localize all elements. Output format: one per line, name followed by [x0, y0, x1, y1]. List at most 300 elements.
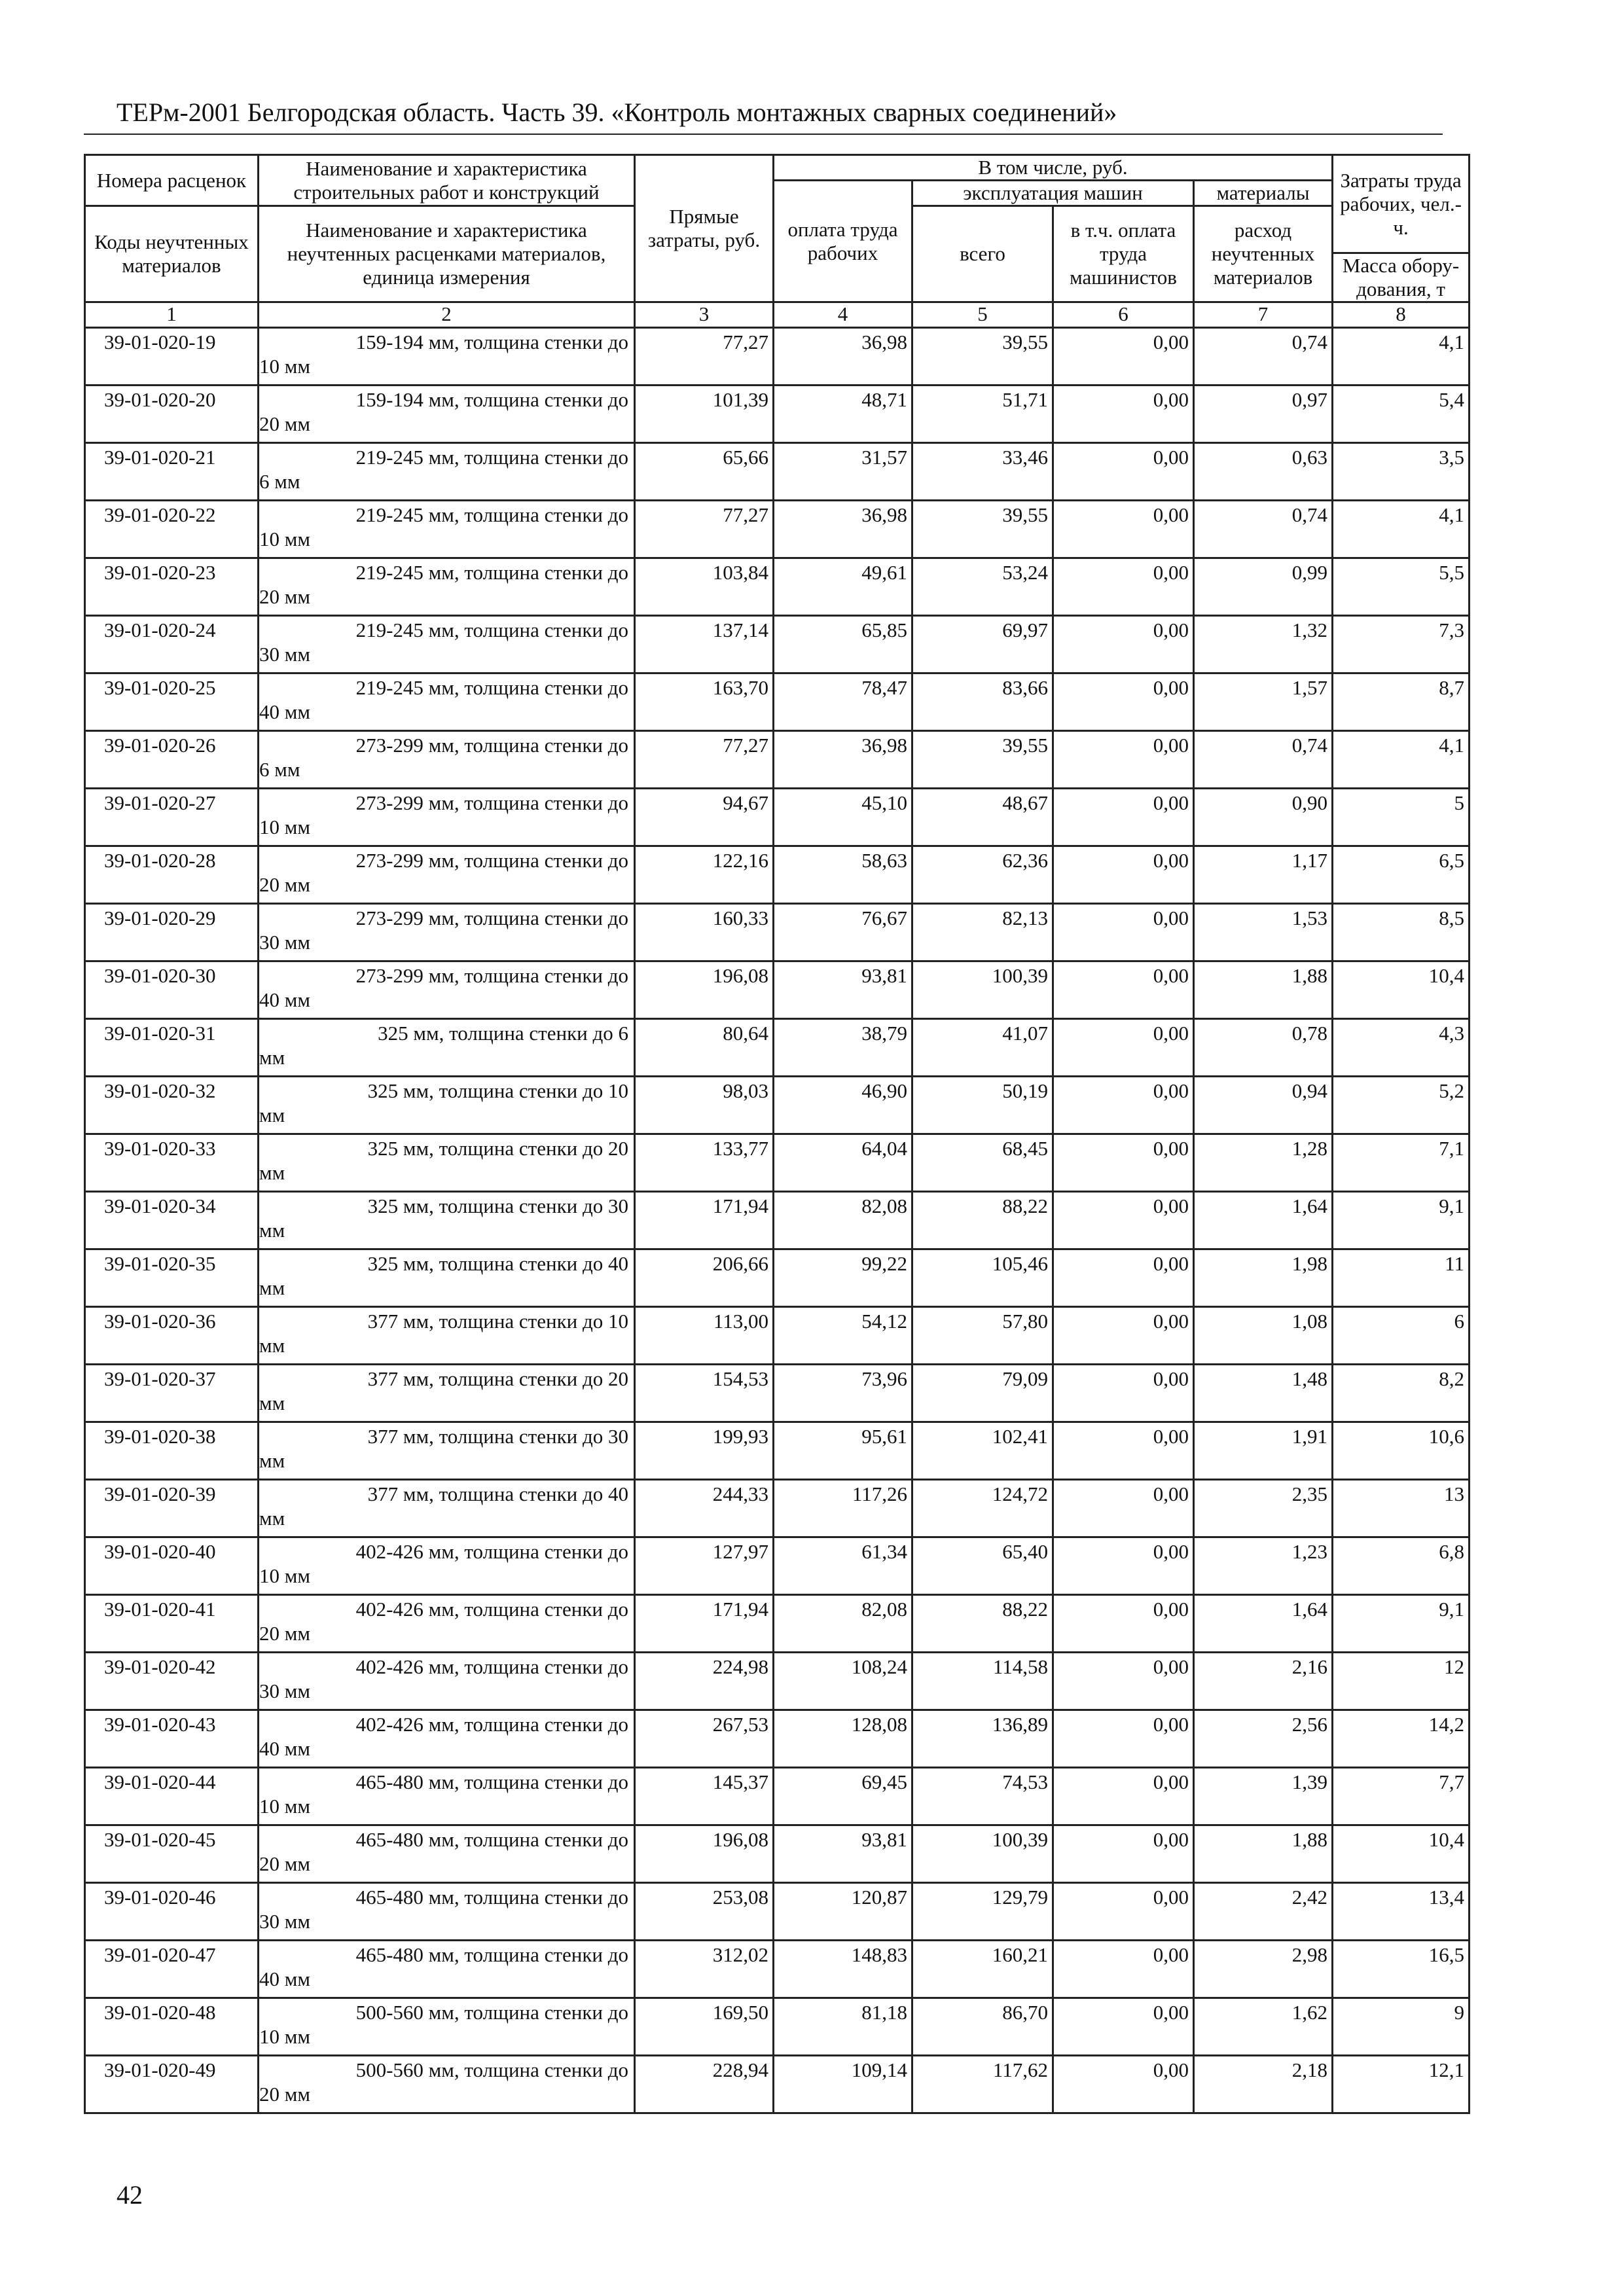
work-name-cell [259, 846, 635, 904]
rate-code: 39-01-020-36 [85, 1307, 259, 1365]
operator-pay: 0,00 [1053, 1653, 1194, 1710]
table-row [85, 789, 1470, 846]
work-name-cell [259, 1077, 635, 1134]
labor-pay: 82,08 [774, 1595, 912, 1653]
table-row [85, 1249, 1470, 1307]
machines-total: 39,55 [912, 731, 1053, 789]
table-row [85, 1941, 1470, 1998]
labor-hours: 13,4 [1333, 1883, 1470, 1941]
labor-hours: 5,5 [1333, 558, 1470, 616]
direct-costs: 101,39 [635, 386, 774, 443]
work-name-line1: 402-426 мм, толщина стенки до [355, 1655, 628, 1678]
labor-pay: 81,18 [774, 1998, 912, 2056]
rate-code: 39-01-020-40 [85, 1537, 259, 1595]
work-name-line2: 40 мм [259, 700, 310, 723]
work-name-line2: 10 мм [259, 2025, 310, 2048]
operator-pay: 0,00 [1053, 1537, 1194, 1595]
work-name-line2: 20 мм [259, 585, 310, 608]
work-name-line1: 402-426 мм, толщина стенки до [355, 1713, 628, 1736]
materials-cost: 1,48 [1194, 1365, 1333, 1422]
direct-costs: 98,03 [635, 1077, 774, 1134]
work-name-line1: 159-194 мм, толщина стенки до [355, 388, 628, 411]
materials-cost: 2,35 [1194, 1480, 1333, 1537]
work-name-cell [259, 961, 635, 1019]
labor-hours: 10,4 [1333, 961, 1470, 1019]
work-name-line1: 273-299 мм, толщина стенки до [355, 849, 628, 872]
labor-hours: 9,1 [1333, 1595, 1470, 1653]
rate-code: 39-01-020-20 [85, 386, 259, 443]
machines-total: 65,40 [912, 1537, 1053, 1595]
column-index: 6 [1053, 302, 1194, 328]
direct-costs: 199,93 [635, 1422, 774, 1480]
work-name-cell [259, 1998, 635, 2056]
page-number: 42 [117, 2180, 143, 2210]
rate-code: 39-01-020-19 [85, 328, 259, 386]
rate-code: 39-01-020-49 [85, 2056, 259, 2113]
direct-costs: 127,97 [635, 1537, 774, 1595]
direct-costs: 94,67 [635, 789, 774, 846]
table-row [85, 1595, 1470, 1653]
work-name-cell [259, 1019, 635, 1077]
work-name-cell [259, 1192, 635, 1249]
machines-total: 88,22 [912, 1192, 1053, 1249]
work-name-line2: 20 мм [259, 1852, 310, 1875]
operator-pay: 0,00 [1053, 328, 1194, 386]
table-row [85, 1883, 1470, 1941]
header-labor-pay: оплата труда рабочих [774, 181, 912, 302]
work-name-line2: 6 мм [259, 758, 300, 781]
labor-pay: 61,34 [774, 1537, 912, 1595]
work-name-line2: мм [259, 1219, 285, 1242]
table-row [85, 328, 1470, 386]
work-name-line2: 30 мм [259, 931, 310, 954]
rate-code: 39-01-020-34 [85, 1192, 259, 1249]
direct-costs: 267,53 [635, 1710, 774, 1768]
machines-total: 68,45 [912, 1134, 1053, 1192]
machines-total: 136,89 [912, 1710, 1053, 1768]
materials-cost: 1,64 [1194, 1192, 1333, 1249]
work-name-line1: 402-426 мм, толщина стенки до [355, 1598, 628, 1621]
table-header [85, 155, 1470, 328]
materials-cost: 1,98 [1194, 1249, 1333, 1307]
labor-pay: 36,98 [774, 328, 912, 386]
work-name-line2: мм [259, 1046, 285, 1069]
machines-total: 69,97 [912, 616, 1053, 673]
machines-total: 114,58 [912, 1653, 1053, 1710]
machines-total: 88,22 [912, 1595, 1053, 1653]
labor-pay: 99,22 [774, 1249, 912, 1307]
work-name-line2: 6 мм [259, 470, 300, 493]
work-name-cell [259, 1941, 635, 1998]
column-index: 1 [85, 302, 259, 328]
work-name-line2: 30 мм [259, 1910, 310, 1933]
direct-costs: 224,98 [635, 1653, 774, 1710]
labor-hours: 8,7 [1333, 673, 1470, 731]
header-rule [84, 134, 1443, 135]
labor-hours: 5,2 [1333, 1077, 1470, 1134]
rate-code: 39-01-020-43 [85, 1710, 259, 1768]
operator-pay: 0,00 [1053, 904, 1194, 961]
work-name-line1: 465-480 мм, толщина стенки до [355, 1943, 628, 1966]
materials-cost: 2,16 [1194, 1653, 1333, 1710]
table-row [85, 1710, 1470, 1768]
work-name-cell [259, 1825, 635, 1883]
rate-code: 39-01-020-37 [85, 1365, 259, 1422]
direct-costs: 65,66 [635, 443, 774, 501]
materials-cost: 1,39 [1194, 1768, 1333, 1825]
machines-total: 124,72 [912, 1480, 1053, 1537]
labor-hours: 8,5 [1333, 904, 1470, 961]
machines-total: 48,67 [912, 789, 1053, 846]
work-name-line2: 20 мм [259, 412, 310, 435]
table-row [85, 1825, 1470, 1883]
materials-cost: 1,62 [1194, 1998, 1333, 2056]
operator-pay: 0,00 [1053, 616, 1194, 673]
materials-cost: 1,88 [1194, 1825, 1333, 1883]
work-name-line2: мм [259, 1161, 285, 1184]
materials-cost: 1,08 [1194, 1307, 1333, 1365]
table-row [85, 1480, 1470, 1537]
labor-hours: 4,3 [1333, 1019, 1470, 1077]
table-row [85, 1653, 1470, 1710]
header-material-name: Наименование и характеристика неучтенных расценками материалов, единица измерения [259, 206, 635, 302]
rate-code: 39-01-020-21 [85, 443, 259, 501]
machines-total: 79,09 [912, 1365, 1053, 1422]
materials-cost: 0,74 [1194, 731, 1333, 789]
labor-hours: 9 [1333, 1998, 1470, 2056]
materials-cost: 0,63 [1194, 443, 1333, 501]
work-name-line1: 273-299 мм, толщина стенки до [355, 734, 628, 757]
work-name-line1: 325 мм, толщина стенки до 30 [367, 1194, 628, 1217]
header-materials-group: материалы [1194, 181, 1333, 206]
machines-total: 100,39 [912, 1825, 1053, 1883]
table-row [85, 443, 1470, 501]
work-name-cell [259, 1422, 635, 1480]
machines-total: 51,71 [912, 386, 1053, 443]
work-name-line2: 20 мм [259, 1622, 310, 1645]
table-row [85, 904, 1470, 961]
table-row [85, 1365, 1470, 1422]
materials-cost: 2,42 [1194, 1883, 1333, 1941]
operator-pay: 0,00 [1053, 558, 1194, 616]
work-name-cell [259, 1134, 635, 1192]
work-name-line2: мм [259, 1507, 285, 1530]
operator-pay: 0,00 [1053, 673, 1194, 731]
machines-total: 62,36 [912, 846, 1053, 904]
materials-cost: 0,74 [1194, 501, 1333, 558]
labor-hours: 5,4 [1333, 386, 1470, 443]
table-row [85, 1422, 1470, 1480]
work-name-cell [259, 789, 635, 846]
rate-code: 39-01-020-22 [85, 501, 259, 558]
operator-pay: 0,00 [1053, 386, 1194, 443]
labor-hours: 7,7 [1333, 1768, 1470, 1825]
materials-cost: 0,97 [1194, 386, 1333, 443]
labor-pay: 120,87 [774, 1883, 912, 1941]
rate-code: 39-01-020-42 [85, 1653, 259, 1710]
materials-cost: 1,53 [1194, 904, 1333, 961]
work-name-line1: 273-299 мм, толщина стенки до [355, 964, 628, 987]
rate-code: 39-01-020-39 [85, 1480, 259, 1537]
work-name-line1: 465-480 мм, толщина стенки до [355, 1828, 628, 1851]
labor-hours: 6,5 [1333, 846, 1470, 904]
labor-pay: 93,81 [774, 1825, 912, 1883]
work-name-line1: 500-560 мм, толщина стенки до [355, 2058, 628, 2081]
labor-hours: 3,5 [1333, 443, 1470, 501]
column-index: 4 [774, 302, 912, 328]
operator-pay: 0,00 [1053, 2056, 1194, 2113]
labor-hours: 5 [1333, 789, 1470, 846]
operator-pay: 0,00 [1053, 961, 1194, 1019]
rate-code: 39-01-020-27 [85, 789, 259, 846]
machines-total: 117,62 [912, 2056, 1053, 2113]
operator-pay: 0,00 [1053, 1019, 1194, 1077]
materials-cost: 1,32 [1194, 616, 1333, 673]
work-name-cell [259, 904, 635, 961]
materials-cost: 1,17 [1194, 846, 1333, 904]
machines-total: 33,46 [912, 443, 1053, 501]
labor-pay: 38,79 [774, 1019, 912, 1077]
table-row [85, 1134, 1470, 1192]
operator-pay: 0,00 [1053, 443, 1194, 501]
work-name-cell [259, 731, 635, 789]
rate-code: 39-01-020-33 [85, 1134, 259, 1192]
work-name-cell [259, 616, 635, 673]
operator-pay: 0,00 [1053, 1941, 1194, 1998]
work-name-cell [259, 1365, 635, 1422]
machines-total: 129,79 [912, 1883, 1053, 1941]
column-index: 7 [1194, 302, 1333, 328]
table-body [85, 328, 1470, 2113]
work-name-line1: 465-480 мм, толщина стенки до [355, 1770, 628, 1793]
labor-hours: 14,2 [1333, 1710, 1470, 1768]
direct-costs: 171,94 [635, 1595, 774, 1653]
machines-total: 102,41 [912, 1422, 1053, 1480]
direct-costs: 228,94 [635, 2056, 774, 2113]
work-name-cell [259, 1710, 635, 1768]
materials-cost: 1,91 [1194, 1422, 1333, 1480]
materials-cost: 1,28 [1194, 1134, 1333, 1192]
work-name-cell [259, 1883, 635, 1941]
labor-pay: 48,71 [774, 386, 912, 443]
labor-pay: 82,08 [774, 1192, 912, 1249]
header-operator-pay: в т.ч. оплата труда машинистов [1053, 206, 1194, 302]
machines-total: 83,66 [912, 673, 1053, 731]
labor-pay: 49,61 [774, 558, 912, 616]
table-row [85, 1768, 1470, 1825]
direct-costs: 77,27 [635, 501, 774, 558]
work-name-line2: мм [259, 1391, 285, 1414]
direct-costs: 77,27 [635, 328, 774, 386]
work-name-cell [259, 501, 635, 558]
operator-pay: 0,00 [1053, 1825, 1194, 1883]
labor-pay: 148,83 [774, 1941, 912, 1998]
labor-pay: 73,96 [774, 1365, 912, 1422]
work-name-line1: 500-560 мм, толщина стенки до [355, 2001, 628, 2024]
labor-pay: 78,47 [774, 673, 912, 731]
rate-code: 39-01-020-46 [85, 1883, 259, 1941]
header-equipment-mass: Масса обору-дования, т [1333, 253, 1470, 302]
work-name-cell [259, 558, 635, 616]
work-name-line1: 325 мм, толщина стенки до 40 [367, 1252, 628, 1275]
labor-hours: 6 [1333, 1307, 1470, 1365]
work-name-cell [259, 1249, 635, 1307]
operator-pay: 0,00 [1053, 1365, 1194, 1422]
rate-code: 39-01-020-45 [85, 1825, 259, 1883]
work-name-line2: мм [259, 1276, 285, 1299]
work-name-line1: 377 мм, толщина стенки до 30 [367, 1425, 628, 1448]
materials-cost: 0,99 [1194, 558, 1333, 616]
table-row [85, 558, 1470, 616]
direct-costs: 171,94 [635, 1192, 774, 1249]
column-index-row [85, 302, 1470, 328]
operator-pay: 0,00 [1053, 1480, 1194, 1537]
machines-total: 39,55 [912, 501, 1053, 558]
machines-total: 105,46 [912, 1249, 1053, 1307]
work-name-line1: 159-194 мм, толщина стенки до [355, 331, 628, 353]
header-labor-hours: Затраты труда рабочих, чел.-ч. [1333, 155, 1470, 253]
rates-table [84, 154, 1470, 2114]
work-name-line2: 20 мм [259, 2083, 310, 2106]
work-name-line1: 219-245 мм, толщина стенки до [355, 619, 628, 641]
work-name-line1: 465-480 мм, толщина стенки до [355, 1886, 628, 1909]
labor-hours: 9,1 [1333, 1192, 1470, 1249]
labor-pay: 128,08 [774, 1710, 912, 1768]
direct-costs: 103,84 [635, 558, 774, 616]
labor-hours: 6,8 [1333, 1537, 1470, 1595]
materials-cost: 1,88 [1194, 961, 1333, 1019]
rate-code: 39-01-020-38 [85, 1422, 259, 1480]
table-row [85, 386, 1470, 443]
labor-hours: 12,1 [1333, 2056, 1470, 2113]
labor-pay: 45,10 [774, 789, 912, 846]
labor-hours: 8,2 [1333, 1365, 1470, 1422]
column-index: 8 [1333, 302, 1470, 328]
machines-total: 53,24 [912, 558, 1053, 616]
labor-hours: 10,6 [1333, 1422, 1470, 1480]
direct-costs: 160,33 [635, 904, 774, 961]
work-name-line1: 219-245 мм, толщина стенки до [355, 676, 628, 699]
work-name-line2: 30 мм [259, 643, 310, 666]
operator-pay: 0,00 [1053, 501, 1194, 558]
work-name-cell [259, 1480, 635, 1537]
table-row [85, 1307, 1470, 1365]
direct-costs: 137,14 [635, 616, 774, 673]
table-row [85, 1192, 1470, 1249]
work-name-line1: 377 мм, толщина стенки до 40 [367, 1482, 628, 1505]
rate-code: 39-01-020-47 [85, 1941, 259, 1998]
labor-hours: 12 [1333, 1653, 1470, 1710]
direct-costs: 80,64 [635, 1019, 774, 1077]
materials-cost: 0,74 [1194, 328, 1333, 386]
work-name-line2: мм [259, 1449, 285, 1472]
labor-pay: 117,26 [774, 1480, 912, 1537]
direct-costs: 122,16 [635, 846, 774, 904]
labor-pay: 54,12 [774, 1307, 912, 1365]
header-material-consumption: расход неучтенных материалов [1194, 206, 1333, 302]
direct-costs: 244,33 [635, 1480, 774, 1537]
header-machines-total: всего [912, 206, 1053, 302]
labor-hours: 4,1 [1333, 501, 1470, 558]
work-name-cell [259, 328, 635, 386]
work-name-line2: 10 мм [259, 816, 310, 838]
work-name-line2: 10 мм [259, 1564, 310, 1587]
work-name-cell [259, 1768, 635, 1825]
header-including-group: В том числе, руб. [774, 155, 1333, 181]
machines-total: 50,19 [912, 1077, 1053, 1134]
rate-code: 39-01-020-28 [85, 846, 259, 904]
operator-pay: 0,00 [1053, 846, 1194, 904]
materials-cost: 0,94 [1194, 1077, 1333, 1134]
machines-total: 74,53 [912, 1768, 1053, 1825]
work-name-line1: 325 мм, толщина стенки до 6 [378, 1022, 628, 1045]
work-name-line1: 219-245 мм, толщина стенки до [355, 503, 628, 526]
rate-code: 39-01-020-32 [85, 1077, 259, 1134]
work-name-line1: 219-245 мм, толщина стенки до [355, 561, 628, 584]
table-row [85, 1077, 1470, 1134]
direct-costs: 133,77 [635, 1134, 774, 1192]
work-name-line2: 40 мм [259, 1967, 310, 1990]
rate-code: 39-01-020-41 [85, 1595, 259, 1653]
labor-pay: 31,57 [774, 443, 912, 501]
rate-code: 39-01-020-44 [85, 1768, 259, 1825]
work-name-cell [259, 1307, 635, 1365]
work-name-line2: мм [259, 1103, 285, 1126]
rate-code: 39-01-020-48 [85, 1998, 259, 2056]
labor-pay: 93,81 [774, 961, 912, 1019]
table-row [85, 846, 1470, 904]
machines-total: 41,07 [912, 1019, 1053, 1077]
work-name-line2: 20 мм [259, 873, 310, 896]
work-name-cell [259, 386, 635, 443]
table-row [85, 1998, 1470, 2056]
rate-code: 39-01-020-35 [85, 1249, 259, 1307]
labor-pay: 95,61 [774, 1422, 912, 1480]
direct-costs: 196,08 [635, 961, 774, 1019]
labor-pay: 36,98 [774, 731, 912, 789]
work-name-line1: 377 мм, толщина стенки до 10 [367, 1310, 628, 1333]
work-name-line1: 377 мм, толщина стенки до 20 [367, 1367, 628, 1390]
table-row [85, 1537, 1470, 1595]
rate-code: 39-01-020-31 [85, 1019, 259, 1077]
work-name-line2: мм [259, 1334, 285, 1357]
machines-total: 100,39 [912, 961, 1053, 1019]
direct-costs: 196,08 [635, 1825, 774, 1883]
page-header: ТЕРм-2001 Белгородская область. Часть 39. «Контроль монтажных сварных соединений» [117, 98, 1117, 127]
operator-pay: 0,00 [1053, 1998, 1194, 2056]
labor-pay: 64,04 [774, 1134, 912, 1192]
column-index: 3 [635, 302, 774, 328]
work-name-line2: 30 мм [259, 1679, 310, 1702]
work-name-line2: 40 мм [259, 1737, 310, 1760]
header-machines-group: эксплуатация машин [912, 181, 1194, 206]
labor-hours: 16,5 [1333, 1941, 1470, 1998]
work-name-cell [259, 673, 635, 731]
labor-pay: 109,14 [774, 2056, 912, 2113]
machines-total: 86,70 [912, 1998, 1053, 2056]
header-material-codes: Коды неучтенных материалов [85, 206, 259, 302]
labor-hours: 11 [1333, 1249, 1470, 1307]
work-name-cell [259, 1537, 635, 1595]
rate-code: 39-01-020-25 [85, 673, 259, 731]
rate-code: 39-01-020-23 [85, 558, 259, 616]
direct-costs: 145,37 [635, 1768, 774, 1825]
machines-total: 39,55 [912, 328, 1053, 386]
operator-pay: 0,00 [1053, 1768, 1194, 1825]
materials-cost: 0,90 [1194, 789, 1333, 846]
header-direct-costs: Прямые затраты, руб. [635, 155, 774, 302]
work-name-line1: 325 мм, толщина стенки до 20 [367, 1137, 628, 1160]
